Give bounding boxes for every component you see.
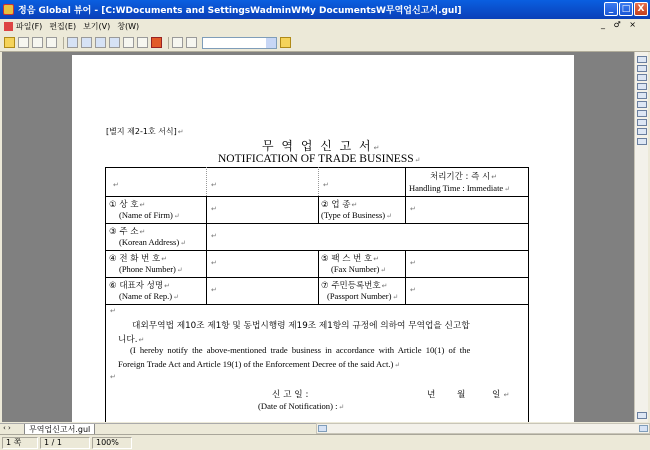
cell-divider: [318, 277, 319, 304]
menu-edit[interactable]: 편집(E): [49, 22, 77, 31]
document-page: [별지 제2-1호 서식]↵ 무 역 업 신 고 서↵ NOTIFICATION OF TRADE BUSINESS↵ ↵ ↵ ↵ 처리기간 : 즉 시↵ Handling Time : Immediate↵ ① 상 호↵ (Name of Firm)↵ ↵ ② 업 종↵ (Type of Business)↵ ↵ ③ 주 소↵ (Korean Address)↵ ↵ ④ 전 화 번 호↵ (Phone Number)↵ ↵ ⑤ 팩 스 번 호↵ (Fax Number)↵ ↵ ⑥ 대표자 성명↵ (Name of Rep.)↵ ↵ ⑦ 주민등록번호↵ (Passport Number)↵ ↵ ↵ 대외무역법 제10조 제1항 및 동법시행령 제19조 제1항의 규정에 의하여 무역업을 신고합 니다.↵ (I hereby notify the above-mentioned trade business in accordance with Article 10(1) of the Foreign Trade Act and Article 19(1) of the Enforcement Decree of the said Act.)↵ ↵ 신 고 일 : 년 월 일 ↵ (Date of Notification) :↵: [72, 55, 574, 422]
find-icon[interactable]: [46, 37, 57, 48]
field-label-phone: ④ 전 화 번 호↵: [109, 254, 168, 264]
scroll-left-arrow-icon[interactable]: [318, 425, 327, 432]
header-divider: [318, 167, 319, 196]
field-label-business-type-en: (Type of Business)↵: [321, 210, 392, 220]
date-label-korean: 신 고 일 :: [272, 390, 309, 400]
cell-divider: [405, 277, 406, 304]
date-month-label: 월: [457, 390, 466, 400]
close-button[interactable]: X: [634, 2, 648, 16]
row-border: [105, 277, 529, 278]
print-preview-icon[interactable]: [32, 37, 43, 48]
status-zoom: 100%: [92, 437, 132, 449]
row-border: [105, 223, 529, 224]
cell-divider: [206, 277, 207, 304]
field-label-business-type: ② 업 종↵: [321, 200, 358, 210]
row-border: [105, 196, 529, 197]
status-page-count: 1 / 1: [40, 437, 90, 449]
title-bar: [0, 0, 650, 19]
scroll-right-arrow-icon[interactable]: [639, 425, 648, 432]
date-day-label: 일 ↵: [492, 390, 510, 400]
zoom-in-icon[interactable]: [172, 37, 183, 48]
side-tool-icon[interactable]: [637, 74, 647, 81]
table-left-border: [105, 167, 106, 422]
return-icon[interactable]: [151, 37, 162, 48]
form-title-korean: 무 역 업 신 고 서↵: [262, 139, 382, 153]
field-label-fax-en: (Fax Number)↵: [331, 264, 387, 274]
processing-time-korean: 처리기간 : 즉 시↵: [430, 172, 498, 182]
field-label-address: ③ 주 소↵: [109, 227, 146, 237]
toolbar-separator: [63, 37, 64, 49]
doc-icon: [4, 22, 13, 31]
menu-view[interactable]: 보기(V): [83, 22, 111, 31]
field-label-representative-en: (Name of Rep.)↵: [119, 291, 179, 301]
declaration-korean-line2: 니다.↵: [118, 335, 145, 345]
side-tool-icon[interactable]: [637, 56, 647, 63]
menu-window[interactable]: 창(W): [117, 22, 140, 31]
field-label-resident-number: ⑦ 주민등록번호↵: [321, 281, 388, 291]
toolbar-separator: [168, 37, 169, 49]
cell-divider: [405, 250, 406, 277]
row-border: [105, 304, 529, 305]
cell-divider: [206, 196, 207, 223]
cell-divider: [405, 196, 406, 223]
side-tool-icon[interactable]: [637, 128, 647, 135]
date-label-english: (Date of Notification) :↵: [258, 401, 345, 411]
maximize-button[interactable]: □: [619, 2, 633, 16]
date-year-label: 년: [427, 390, 436, 400]
document-tab-bar: [0, 423, 316, 434]
last-page-icon[interactable]: [109, 37, 120, 48]
field-label-representative: ⑥ 대표자 성명↵: [109, 281, 170, 291]
field-label-passport-en: (Passport Number)↵: [327, 291, 399, 301]
declaration-english-line1: (I hereby notify the above-mentioned trade business in accordance with Article 10(1) of the: [130, 345, 471, 355]
field-label-firm-name-en: (Name of Firm)↵: [119, 210, 180, 220]
cell-divider: [206, 250, 207, 277]
field-label-address-en: (Korean Address)↵: [119, 237, 187, 247]
first-page-icon[interactable]: [67, 37, 78, 48]
side-tool-icon[interactable]: [637, 65, 647, 72]
side-tool-icon[interactable]: [637, 83, 647, 90]
field-label-firm-name: ① 상 호↵: [109, 200, 146, 210]
document-viewport[interactable]: [2, 52, 634, 422]
form-title-english: NOTIFICATION OF TRADE BUSINESS↵: [218, 153, 421, 165]
horizontal-scrollbar[interactable]: [316, 423, 650, 434]
processing-box-left: [405, 167, 406, 196]
page-layout-icon[interactable]: [123, 37, 134, 48]
declaration-english-line2: Foreign Trade Act and Article 19(1) of the Enforcement Decree of the said Act.)↵: [118, 359, 401, 369]
side-tool-icon[interactable]: [637, 101, 647, 108]
side-tool-icon[interactable]: [637, 110, 647, 117]
form-id: [별지 제2-1호 서식]↵: [106, 127, 184, 136]
next-page-icon[interactable]: [95, 37, 106, 48]
menu-bar: [0, 19, 650, 34]
table-top-border: [105, 167, 529, 168]
open-icon[interactable]: [4, 37, 15, 48]
tab-document[interactable]: 무역업신고서.gul: [24, 424, 95, 436]
folder-icon[interactable]: [280, 37, 291, 48]
zoom-out-icon[interactable]: [186, 37, 197, 48]
scroll-up-arrow-icon[interactable]: [637, 138, 647, 145]
minimize-button[interactable]: _: [604, 2, 618, 16]
zoom-select[interactable]: [202, 37, 277, 49]
status-page: 1 쪽: [2, 437, 38, 449]
app-icon: [3, 4, 14, 15]
field-label-phone-en: (Phone Number)↵: [119, 264, 183, 274]
cell-divider: [206, 223, 207, 250]
window-title: 정음 Global 뷰어 - [C:WDocuments and SettingsWadminWMy DocumentsW무역업신고서.gul]: [18, 6, 462, 16]
cell-divider: [318, 250, 319, 277]
menu-file[interactable]: 파일(F): [16, 22, 43, 31]
mdi-window-controls[interactable]: _ ♂ ×: [601, 20, 639, 29]
vertical-scrollbar[interactable]: [634, 52, 648, 422]
processing-time-english: Handling Time : Immediate↵: [409, 183, 511, 193]
field-label-fax: ⑤ 팩 스 번 호↵: [321, 254, 380, 264]
tab-nav-arrows-icon[interactable]: ‹ ›: [3, 424, 11, 432]
cell-divider: [318, 196, 319, 223]
prev-page-icon[interactable]: [81, 37, 92, 48]
row-border: [105, 250, 529, 251]
status-bar: [0, 434, 650, 450]
table-right-border: [528, 167, 529, 422]
print-icon[interactable]: [18, 37, 29, 48]
side-tool-icon[interactable]: [637, 92, 647, 99]
copy-icon[interactable]: [137, 37, 148, 48]
toolbar: [0, 34, 650, 52]
declaration-korean-line1: 대외무역법 제10조 제1항 및 동법시행령 제19조 제1항의 규정에 의하여 무역업을 신고합: [132, 321, 470, 331]
header-divider: [206, 167, 207, 196]
side-tool-icon[interactable]: [637, 119, 647, 126]
scroll-down-arrow-icon[interactable]: [637, 412, 647, 419]
